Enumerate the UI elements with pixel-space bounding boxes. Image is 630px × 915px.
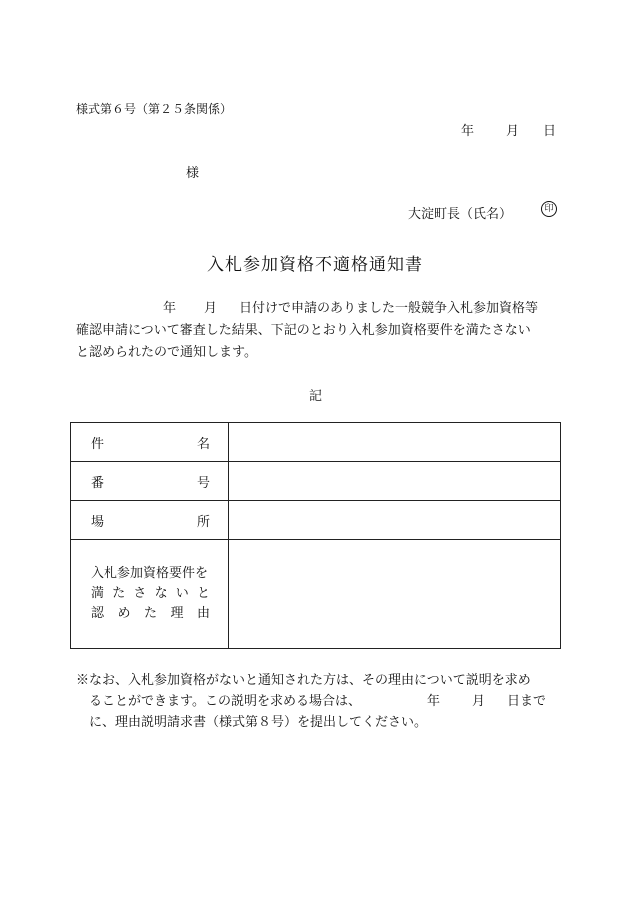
label-cell xyxy=(71,462,229,501)
table-row xyxy=(71,423,561,462)
label-cell xyxy=(71,501,229,540)
details-table xyxy=(70,422,561,649)
body-year: 年 xyxy=(163,301,177,316)
date-month: 月 xyxy=(506,124,520,139)
ki-heading: 記 xyxy=(309,389,323,404)
body-line3: と認められたので通知します。 xyxy=(76,345,257,360)
label-char: 号 xyxy=(196,475,210,491)
note-month: 月 xyxy=(471,694,485,709)
label-char: い xyxy=(175,586,189,601)
date-day: 日 xyxy=(543,124,557,139)
label-char: 所 xyxy=(196,514,210,530)
label-char: め xyxy=(117,606,131,621)
value-cell[interactable] xyxy=(229,423,561,462)
date-year: 年 xyxy=(461,124,475,139)
label-char: 件 xyxy=(91,436,105,452)
note-line2-pre: ることができます。この説明を求める場合は、 xyxy=(89,694,361,709)
value-cell[interactable] xyxy=(229,501,561,540)
note-line1: ※なお、入札参加資格がないと通知された方は、その理由について説明を求め xyxy=(76,673,531,688)
label-char: 番 xyxy=(91,475,105,491)
reason-label-line1: 入札参加資格要件を xyxy=(91,566,209,581)
reason-label-cell xyxy=(71,540,229,649)
note-paragraph xyxy=(76,670,560,733)
body-month: 月 xyxy=(204,301,218,316)
addressee: 様 xyxy=(186,166,200,181)
document-title: 入札参加資格不適格通知書 xyxy=(207,255,423,275)
note-year: 年 xyxy=(426,694,440,709)
form-number: 様式第６号（第２５条関係） xyxy=(76,102,233,116)
seal-mark: 印 xyxy=(541,201,557,217)
label-char: 認 xyxy=(91,606,105,621)
label-char: 場 xyxy=(91,514,105,530)
label-char: と xyxy=(196,586,210,601)
label-char: 由 xyxy=(196,606,210,621)
reason-label-line2 xyxy=(91,584,210,604)
note-line3: に、理由説明請求書（様式第８号）を提出してください。 xyxy=(89,715,428,730)
note-line2 xyxy=(76,691,560,712)
label-char: 理 xyxy=(170,606,184,621)
body-line2: 確認申請について審査した結果、下記のとおり入札参加資格要件を満たさない xyxy=(76,323,531,338)
body-paragraph xyxy=(76,298,560,364)
table-row xyxy=(71,462,561,501)
label-char: た xyxy=(112,586,126,601)
label-char: 名 xyxy=(196,436,210,452)
label-char: さ xyxy=(133,586,147,601)
body-line1: 日付けで申請のありました一般競争入札参加資格等 xyxy=(239,301,539,316)
label-char: 満 xyxy=(91,586,105,601)
table-row xyxy=(71,501,561,540)
label-char: な xyxy=(154,586,168,601)
table-row xyxy=(71,540,561,649)
label-cell xyxy=(71,423,229,462)
reason-label-line3 xyxy=(91,604,210,624)
value-cell[interactable] xyxy=(229,462,561,501)
reason-value-cell[interactable] xyxy=(229,540,561,649)
note-line2-post: 日まで xyxy=(507,694,547,709)
label-char: た xyxy=(143,606,157,621)
sender-name: 大淀町長（氏名） xyxy=(408,207,513,222)
issue-date xyxy=(461,120,556,139)
